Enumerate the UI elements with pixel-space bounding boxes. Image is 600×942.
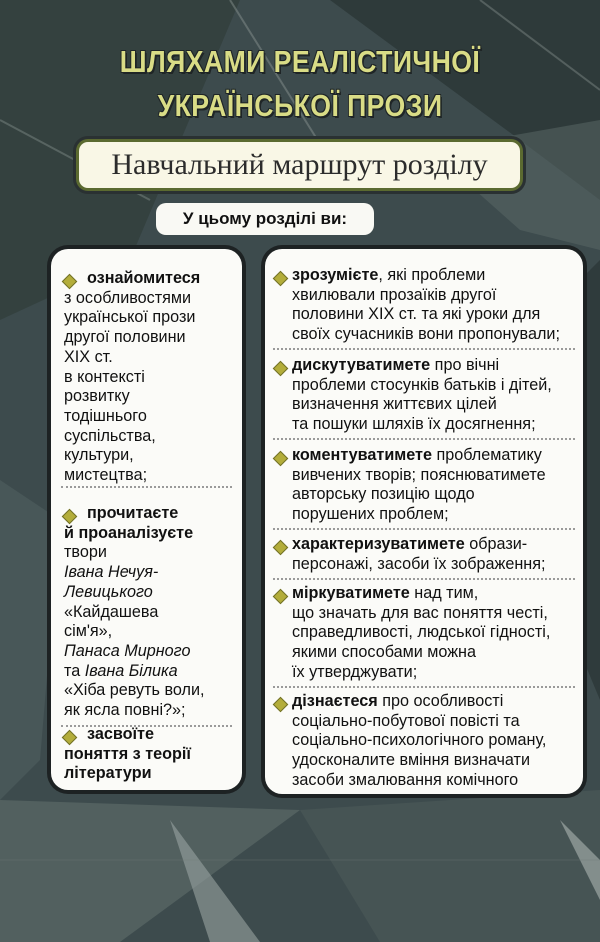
- right-item-line: якими способами можна: [292, 643, 476, 662]
- right-item-3: [275, 446, 577, 525]
- left-outcomes-panel: [51, 249, 242, 790]
- divider: [61, 486, 232, 488]
- author-name: Левицького: [64, 582, 153, 601]
- right-outcomes-panel: [265, 249, 583, 794]
- right-item-text: про вічні: [430, 356, 500, 374]
- right-item-line: проблеми стосунків батьків і дітей,: [292, 375, 552, 394]
- left-item-3: [64, 725, 191, 784]
- left-item-3-line: засвоїте: [87, 725, 154, 743]
- right-item-keyword: зрозумієте: [292, 266, 379, 284]
- divider: [273, 438, 575, 440]
- right-item-keyword: коментуватимете: [292, 446, 432, 464]
- lead-label-box: [156, 203, 374, 235]
- work-title: «Кайдашева: [64, 602, 159, 621]
- right-item-2: [275, 356, 577, 435]
- right-item-line: порушених проблем;: [292, 505, 449, 524]
- divider: [273, 348, 575, 350]
- right-item-keyword: дискутуватимете: [292, 356, 431, 374]
- right-item-line: засоби змалювання комічного: [292, 770, 519, 789]
- work-title: сім'я»,: [64, 622, 113, 641]
- right-item-line: хвилювали прозаїків другої: [292, 285, 497, 304]
- divider: [273, 578, 575, 580]
- left-item-1-line: в контексті: [64, 367, 145, 386]
- lead-label: У цьому розділі ви:: [182, 209, 348, 228]
- right-item-1: [275, 266, 577, 345]
- right-item-line: соціально-психологічного роману,: [292, 731, 547, 750]
- chapter-title-line-2: УКРАЇНСЬКОЇ ПРОЗИ: [157, 88, 443, 123]
- left-item-1-line: суспільства,: [64, 426, 156, 445]
- right-item-text: про особливості: [377, 692, 504, 710]
- divider: [273, 528, 575, 530]
- route-banner: [79, 142, 520, 188]
- left-item-1-line: ХІХ ст.: [64, 347, 113, 366]
- right-item-keyword: дізнаєтеся: [292, 692, 378, 710]
- right-item-line: соціально-побутової повісті та: [292, 711, 520, 730]
- right-item-line: авторську позицію щодо: [292, 485, 475, 504]
- left-item-1-line: культури,: [64, 446, 134, 465]
- right-item-line: що значать для вас поняття честі,: [292, 603, 548, 622]
- left-item-2-head: прочитаєте: [87, 504, 179, 522]
- right-item-keyword: міркуватимете: [292, 584, 410, 602]
- chapter-title-line-1: ШЛЯХАМИ РЕАЛІСТИЧНОЇ: [119, 44, 481, 79]
- left-item-1-line: з особливостями: [64, 288, 192, 307]
- left-item-2-head: й проаналізуєте: [64, 523, 194, 542]
- author-name: Івана Нечуя-: [64, 563, 159, 582]
- right-item-line: половини ХІХ ст. та які уроки для: [292, 305, 541, 324]
- left-item-1-head: ознайомитеся: [87, 269, 201, 287]
- author-name: Івана Білика: [84, 661, 178, 680]
- right-item-4: [275, 535, 577, 574]
- right-item-text: над тим,: [409, 584, 479, 602]
- left-item-1-line: української прози: [64, 308, 196, 327]
- author-name: Панаса Мирного: [64, 641, 191, 660]
- right-item-line: вивчених творів; пояснюватимете: [292, 465, 546, 484]
- route-label: Навчальний маршрут розділу: [111, 148, 488, 181]
- left-item-1-line: тодішнього: [64, 406, 147, 425]
- conjunction: та: [64, 661, 81, 680]
- left-item-3-line: поняття з теорії: [64, 744, 191, 763]
- right-item-line: удосконалите вміння визначати: [292, 751, 530, 770]
- right-item-line: справедливості, людської гідності,: [292, 623, 551, 642]
- right-item-keyword: характеризуватимете: [292, 535, 465, 553]
- right-item-line: визначення життєвих цілей: [292, 395, 497, 414]
- left-item-1-line: мистецтва;: [64, 466, 148, 485]
- right-item-line: та пошуки шляхів їх досягнення;: [292, 415, 536, 434]
- work-title: «Хіба ревуть воли,: [64, 681, 205, 700]
- left-item-1-line: розвитку: [64, 387, 130, 406]
- right-item-line: персонажі, засоби їх зображення;: [292, 554, 546, 573]
- right-item-6: [275, 692, 577, 791]
- right-item-line: своїх сучасників вони пропонували;: [292, 325, 560, 344]
- right-item-5: [275, 584, 577, 683]
- left-item-2: [64, 504, 205, 721]
- right-item-line: їх утверджувати;: [292, 662, 418, 681]
- divider: [273, 686, 575, 688]
- left-item-1-line: другої половини: [64, 328, 186, 347]
- right-item-text: проблематику: [431, 446, 542, 464]
- left-item-2-line: твори: [64, 543, 107, 562]
- left-item-3-line: літератури: [64, 764, 152, 783]
- right-item-text: образи-: [464, 535, 528, 553]
- left-item-1: [64, 269, 200, 486]
- right-item-text: , які проблеми: [378, 266, 486, 284]
- work-title: як ясла повні?»;: [64, 701, 186, 720]
